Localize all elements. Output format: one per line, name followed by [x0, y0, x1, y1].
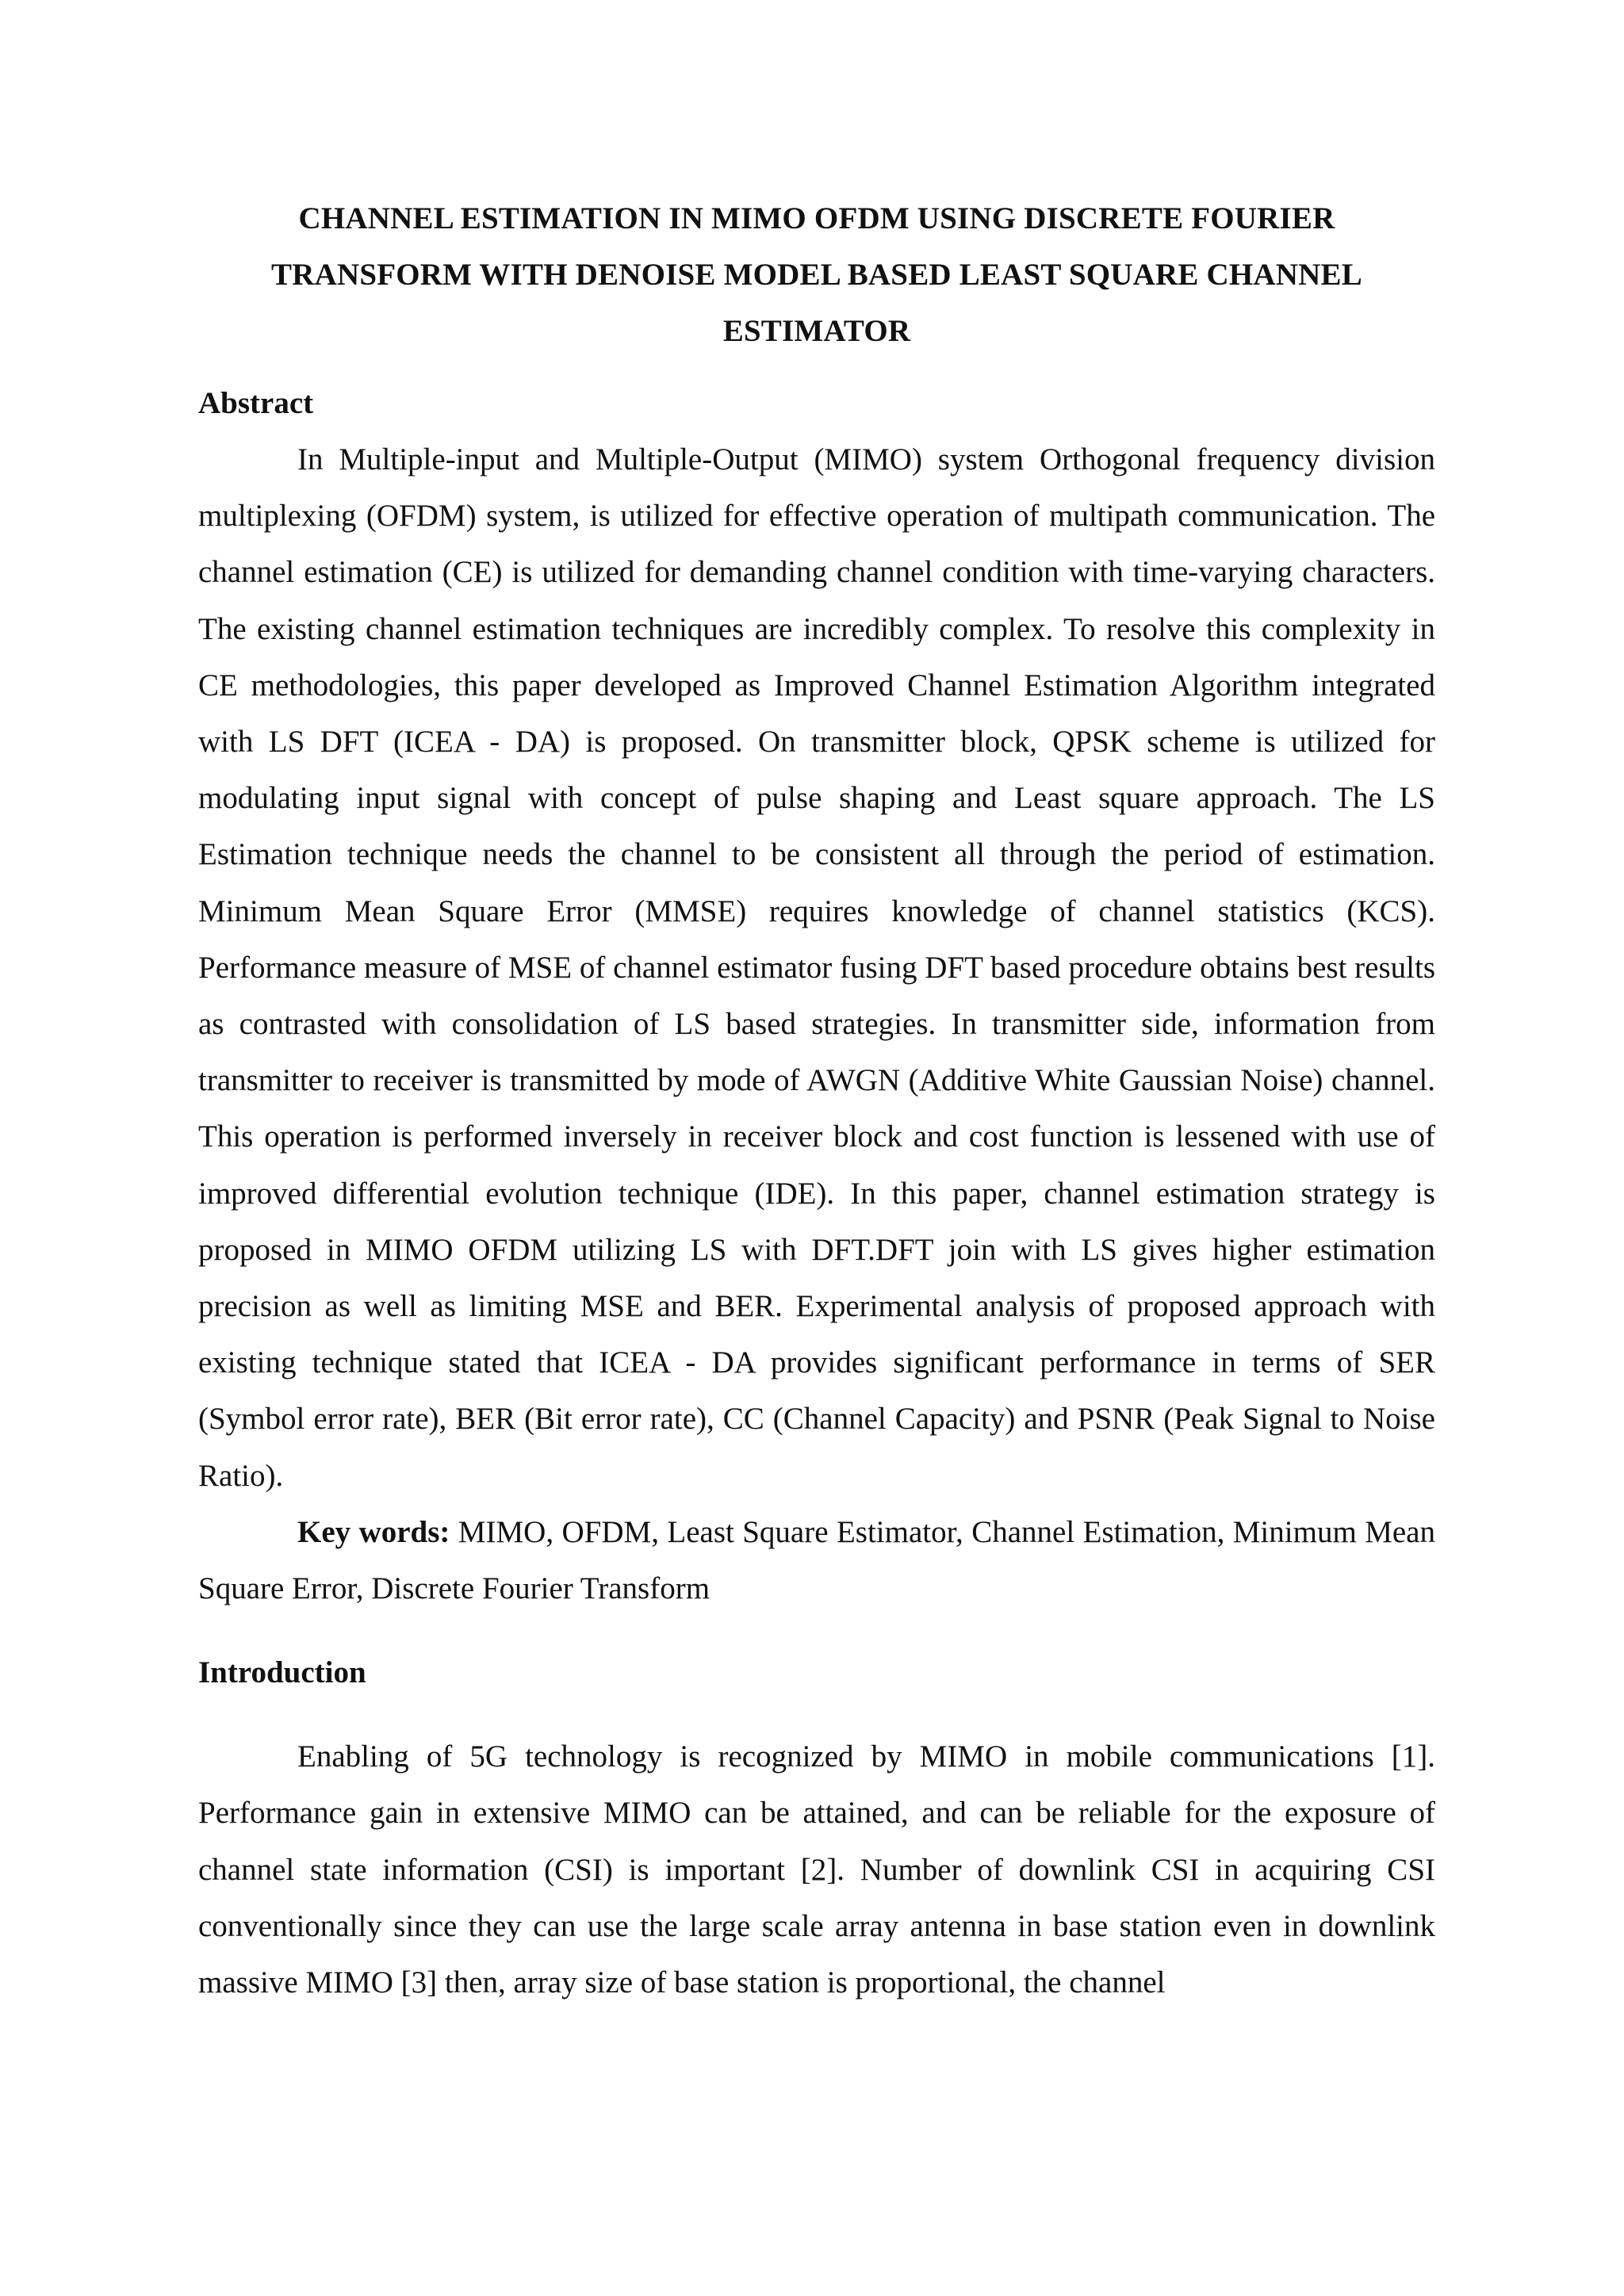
keywords-text: MIMO, OFDM, Least Square Estimator, Channel Estimation, Minimum Mean Square Error, Discrete Fourier Transform [198, 1514, 1435, 1606]
paper-body [198, 190, 1435, 2011]
abstract-paragraph: In Multiple-input and Multiple-Output (MIMO) system Orthogonal frequency division multiplexing (OFDM) system, is utilized for effective operation of multipath communication. The channel estimation (CE) is utilized for demanding channel condition with time-varying characters. The existing channel estimation techniques are incredibly complex. To resolve this complexity in CE methodologies, this paper developed as Improved Channel Estimation Algorithm integrated with LS DFT (ICEA - DA) is proposed. On transmitter block, QPSK scheme is utilized for modulating input signal with concept of pulse shaping and Least square approach. The LS Estimation technique needs the channel to be consistent all through the period of estimation. Minimum Mean Square Error (MMSE) requires knowledge of channel statistics (KCS). Performance measure of MSE of channel estimator fusing DFT based procedure obtains best results as contrasted with consolidation of LS based strategies. In transmitter side, information from transmitter to receiver is transmitted by mode of AWGN (Additive White Gaussian Noise) channel. This operation is performed inversely in receiver block and cost function is lessened with use of improved differential evolution technique (IDE). In this paper, channel estimation strategy is proposed in MIMO OFDM utilizing LS with DFT.DFT join with LS gives higher estimation precision as well as limiting MSE and BER. Experimental analysis of proposed approach with existing technique stated that ICEA - DA provides significant performance in terms of SER (Symbol error rate), BER (Bit error rate), CC (Channel Capacity) and PSNR (Peak Signal to Noise Ratio). [198, 442, 1435, 1493]
title-line-1: CHANNEL ESTIMATION IN MIMO OFDM USING DISCRETE FOURIER [298, 201, 1335, 235]
title-line-3: ESTIMATOR [722, 314, 911, 348]
keywords-paragraph [198, 1504, 1435, 1617]
introduction-heading: Introduction [198, 1655, 366, 1690]
keywords-label: Key words: [297, 1514, 450, 1549]
abstract-heading: Abstract [198, 386, 314, 420]
paper-title [198, 190, 1435, 359]
introduction-paragraph: Enabling of 5G technology is recognized by MIMO in mobile communications [1]. Performance gain in extensive MIMO can be attained, and can be reliable for the exposure of channel state information (CSI) is important [2]. Number of downlink CSI in acquiring CSI conventionally since they can use the large scale array antenna in base station even in downlink massive MIMO [3] then, array size of base station is proportional, the channel [198, 1739, 1435, 2000]
title-line-2: TRANSFORM WITH DENOISE MODEL BASED LEAST SQUARE CHANNEL [271, 258, 1362, 292]
